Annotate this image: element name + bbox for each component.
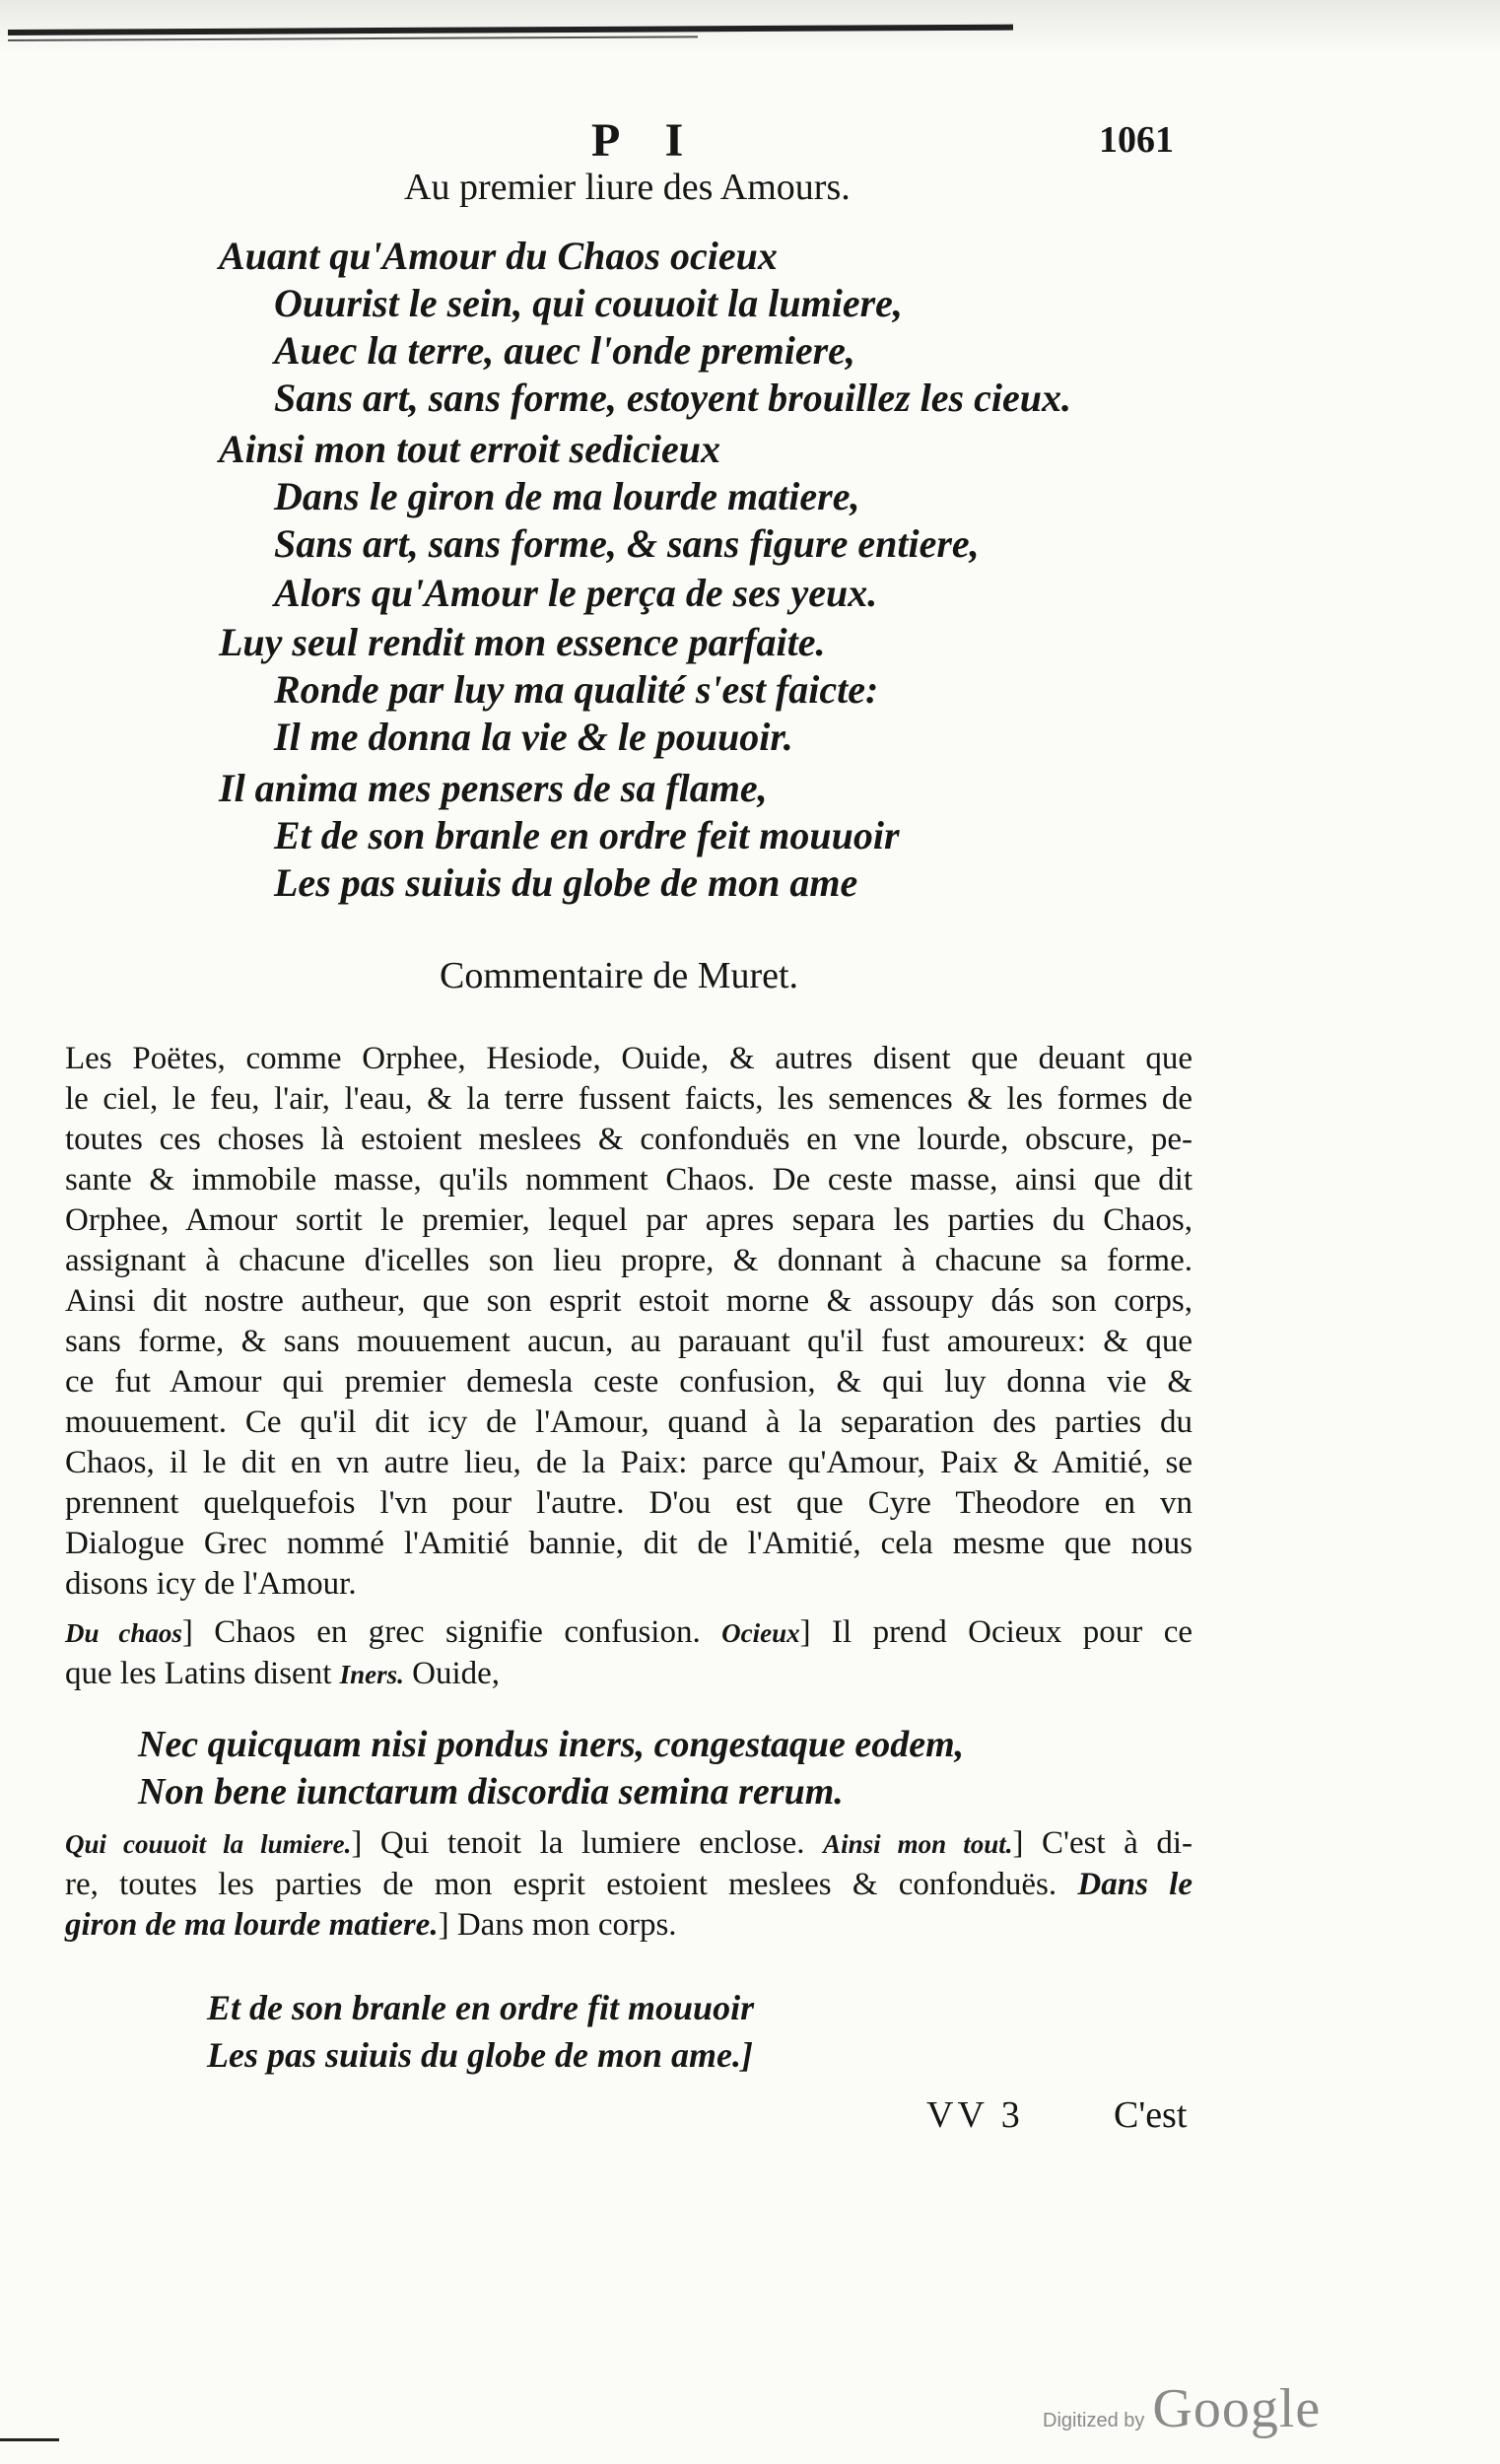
latin-quote-line: Nec quicquam nisi pondus iners, congestaque eodem,	[138, 1724, 965, 1765]
digitized-prefix: Digitized by	[1043, 2410, 1145, 2431]
final-quote-line: Les pas suiuis du globe de mon ame.]	[207, 2035, 754, 2075]
paragraph-line: Ainsi dit nostre autheur, que son esprit estoit morne & assoupy dás son corps,	[65, 1283, 1193, 1319]
commentary-paragraph	[65, 1039, 1193, 1605]
sonnet-line: Et de son branle en ordre feit mouuoir	[274, 813, 900, 857]
paragraph-line: mouuement. Ce qu'il dit icy de l'Amour, quand à la separation des parties du	[65, 1404, 1193, 1440]
lemma: Iners.	[339, 1660, 404, 1689]
lemma: Ainsi mon tout.	[823, 1829, 1013, 1859]
digitized-watermark	[1043, 2378, 1322, 2440]
lemma: Dans le	[1077, 1867, 1193, 1902]
paragraph-line: Les Poëtes, comme Orphee, Hesiode, Ouide, & autres disent que deuant que	[65, 1041, 1193, 1076]
sonnet-line: Auec la terre, auec l'onde premiere,	[274, 328, 855, 373]
sonnet-line: Les pas suiuis du globe de mon ame	[274, 860, 858, 905]
page-number: 1061	[1099, 119, 1174, 161]
note-text: re, toutes les parties de mon esprit estoient meslees & confonduës.	[65, 1867, 1057, 1902]
note-chaos	[65, 1612, 1193, 1695]
note-lumiere	[65, 1823, 1193, 1946]
note-line	[65, 1654, 1193, 1695]
sonnet-line: Auant qu'Amour du Chaos ocieux	[219, 234, 778, 278]
paragraph-line: prennent quelquefois l'vn pour l'autre. D'ou est que Cyre Theodore en vn	[65, 1485, 1193, 1521]
google-logo: Google	[1152, 2378, 1322, 2439]
latin-quote-line: Non bene iunctarum discordia semina rerum.	[138, 1771, 844, 1813]
note-line	[65, 1905, 1193, 1946]
sonnet-line: Ouurist le sein, qui couuoit la lumiere,	[274, 281, 903, 325]
note-text: ] Chaos en grec signifie confusion.	[181, 1614, 701, 1650]
note-text: ] C'est à di-	[1012, 1825, 1193, 1861]
note-text: ] Dans mon corps.	[438, 1907, 677, 1943]
note-text: que les Latins disent	[65, 1656, 332, 1691]
signature-mark: P I	[591, 114, 702, 167]
paragraph-line: le ciel, le feu, l'air, l'eau, & la terre fussent faicts, les semences & les formes de	[65, 1081, 1193, 1117]
page-heading: Au premier liure des Amours.	[404, 167, 851, 208]
signature-mark-footer: VV 3	[926, 2094, 1024, 2136]
paragraph-line: Chaos, il le dit en vn autre lieu, de la Paix: parce qu'Amour, Paix & Amitié, se	[65, 1445, 1193, 1480]
sonnet-line: Dans le giron de ma lourde matiere,	[274, 474, 860, 518]
sonnet-line: Sans art, sans forme, estoyent brouillez les cieux.	[274, 376, 1071, 420]
note-line	[65, 1823, 1193, 1865]
lemma: Qui couuoit la lumiere.	[65, 1829, 352, 1859]
paragraph-line: sans forme, & sans mouuement aucun, au parauant qu'il fust amoureux: & que	[65, 1324, 1193, 1359]
sonnet-line: Alors qu'Amour le perça de ses yeux.	[274, 571, 878, 615]
note-line	[65, 1865, 1193, 1905]
sonnet-line: Luy seul rendit mon essence parfaite.	[219, 620, 826, 664]
lemma: giron de ma lourde matiere.	[65, 1907, 439, 1943]
paragraph-line: assignant à chacune d'icelles son lieu propre, & donnant à chacune sa forme.	[65, 1243, 1193, 1278]
lemma: Du chaos	[65, 1618, 182, 1648]
paragraph-line: disons icy de l'Amour.	[65, 1566, 357, 1602]
final-quote-line: Et de son branle en ordre fit mouuoir	[207, 1988, 755, 2027]
sonnet-line: Sans art, sans forme, & sans figure entiere,	[274, 521, 980, 566]
catchword: C'est	[1114, 2094, 1188, 2136]
scan-bottom-rule	[0, 2438, 59, 2441]
paragraph-line: toutes ces choses là estoient meslees & confonduës en vne lourde, obscure, pe-	[65, 1122, 1193, 1157]
note-text: Ouide,	[412, 1656, 501, 1691]
paragraph-line: Orphee, Amour sortit le premier, lequel par apres separa les parties du Chaos,	[65, 1202, 1193, 1238]
commentary-title: Commentaire de Muret.	[440, 955, 799, 996]
paragraph-line: sante & immobile masse, qu'ils nomment Chaos. De ceste masse, ainsi que dit	[65, 1162, 1193, 1198]
sonnet-line: Il me donna la vie & le pouuoir.	[274, 715, 793, 759]
note-text: ] Il prend Ocieux pour ce	[799, 1614, 1193, 1650]
note-text: ] Qui tenoit la lumiere enclose.	[351, 1825, 805, 1861]
sonnet-line: Ronde par luy ma qualité s'est faicte:	[274, 667, 879, 712]
sonnet-line: Il anima mes pensers de sa flame,	[219, 766, 768, 810]
paragraph-line: Dialogue Grec nommé l'Amitié bannie, dit de l'Amitié, cela mesme que nous	[65, 1526, 1193, 1561]
note-line	[65, 1612, 1193, 1654]
paragraph-line: ce fut Amour qui premier demesla ceste confusion, & qui luy donna vie &	[65, 1364, 1193, 1400]
sonnet-line: Ainsi mon tout erroit sedicieux	[219, 427, 720, 471]
lemma: Ocieux	[721, 1618, 800, 1648]
